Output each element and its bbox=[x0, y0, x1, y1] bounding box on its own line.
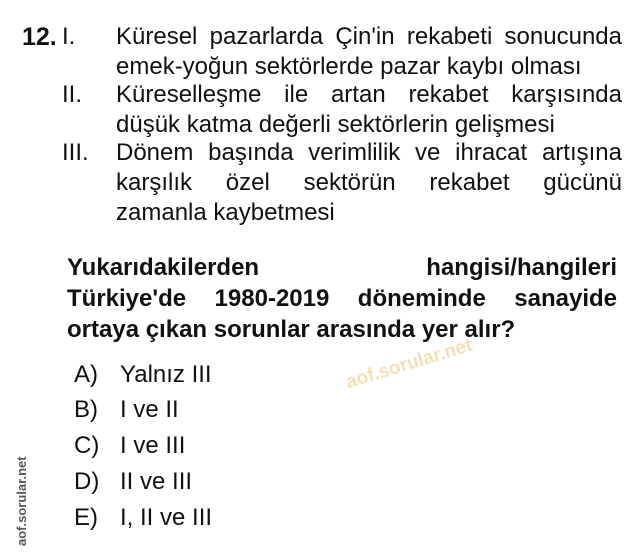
stem-line: Türkiye'de 1980-2019 döneminde sanayide bbox=[67, 285, 617, 312]
statement-line: Küreselleşme ile artan rekabet karşısında bbox=[116, 81, 622, 108]
question-number: 12. bbox=[22, 23, 57, 51]
option-letter: E) bbox=[74, 504, 98, 531]
option-e[interactable] bbox=[74, 503, 212, 533]
statement-line: karşılık özel sektörün rekabet gücünü bbox=[116, 169, 622, 196]
option-b[interactable] bbox=[74, 395, 179, 425]
stem-line: Yukarıdakilerden hangisi/hangileri bbox=[67, 254, 617, 281]
option-letter: A) bbox=[74, 361, 98, 388]
statement-3 bbox=[62, 138, 622, 228]
watermark-text: aof.sorular.net bbox=[343, 334, 475, 394]
option-text: I ve III bbox=[120, 432, 186, 459]
statement-2 bbox=[62, 80, 622, 140]
option-text: II ve III bbox=[120, 468, 193, 495]
statement-line: Dönem başında verimlilik ve ihracat artışına bbox=[116, 139, 622, 166]
statement-roman: I. bbox=[62, 23, 76, 50]
statement-line: Küresel pazarlarda Çin'in rekabeti sonucunda bbox=[116, 23, 622, 50]
option-c[interactable] bbox=[74, 431, 185, 461]
option-d[interactable] bbox=[74, 467, 192, 497]
statement-1 bbox=[62, 22, 622, 82]
stem-line: ortaya çıkan sorunlar arasında yer alır? bbox=[67, 316, 516, 343]
option-letter: D) bbox=[74, 468, 100, 495]
statement-line: düşük katma değerli sektörlerin gelişmesi bbox=[116, 111, 555, 138]
option-letter: C) bbox=[74, 432, 100, 459]
option-a[interactable] bbox=[74, 360, 212, 390]
option-text: I, II ve III bbox=[120, 504, 213, 531]
statement-line: emek-yoğun sektörlerde pazar kaybı olması bbox=[116, 53, 582, 80]
question-stem bbox=[67, 252, 617, 345]
option-text: Yalnız III bbox=[120, 361, 212, 388]
statement-roman: III. bbox=[62, 139, 89, 166]
option-letter: B) bbox=[74, 396, 98, 423]
statement-line: zamanla kaybetmesi bbox=[116, 199, 335, 226]
option-text: I ve II bbox=[120, 396, 179, 423]
side-watermark-text: aof.sorular.net bbox=[14, 456, 29, 546]
statement-roman: II. bbox=[62, 81, 83, 108]
